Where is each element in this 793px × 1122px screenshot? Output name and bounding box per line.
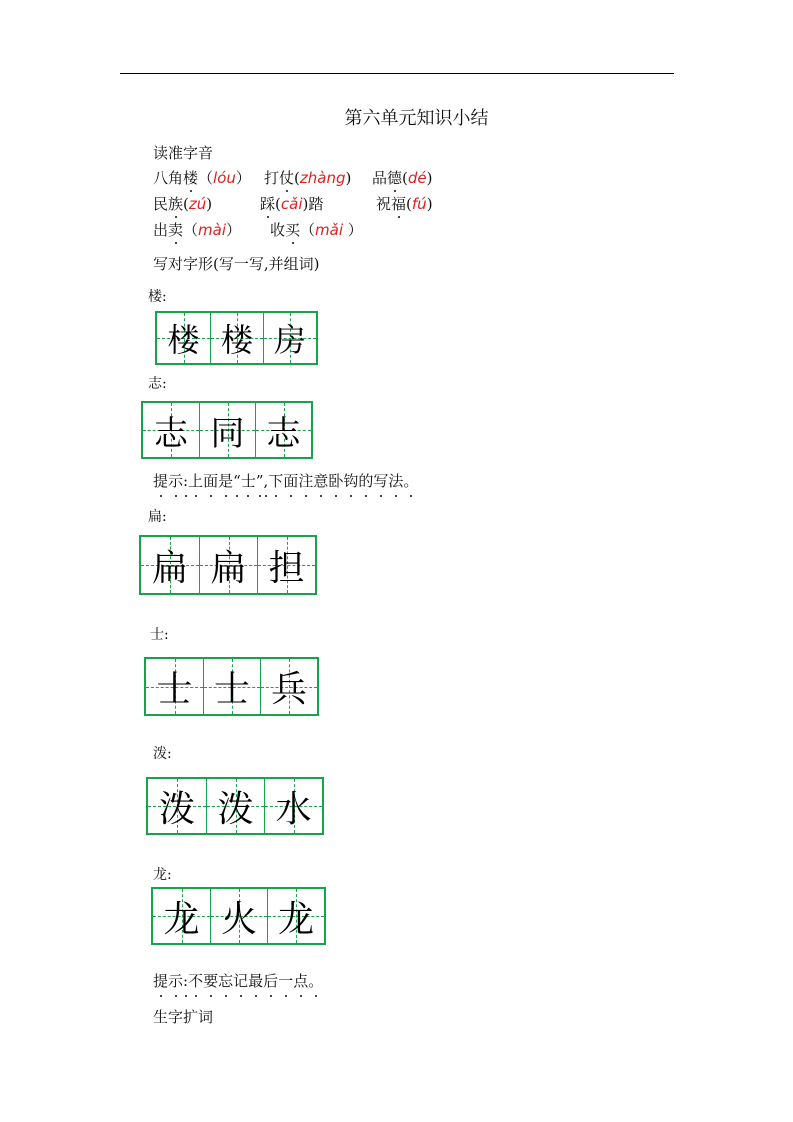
writing-grid bbox=[141, 401, 313, 459]
grid-cell: 兵 bbox=[260, 659, 317, 714]
grid-cell: 扁 bbox=[141, 537, 199, 593]
grid-label: 扁: bbox=[148, 509, 167, 525]
pinyin-item: 品德(dé) bbox=[372, 169, 433, 187]
pinyin-item: 祝福(fú) bbox=[376, 195, 433, 213]
grid-cell: 志 bbox=[143, 403, 199, 457]
writing-grid bbox=[146, 777, 324, 835]
writing-grid bbox=[144, 657, 319, 716]
grid-cell: 泼 bbox=[206, 779, 264, 833]
hint-text: 提示:不要忘记最后一点。 bbox=[153, 972, 324, 990]
header-rule bbox=[120, 73, 674, 74]
pinyin-item: 八角楼（lóu） bbox=[153, 169, 251, 187]
grid-cell: 龙 bbox=[267, 889, 324, 943]
grid-cell: 担 bbox=[257, 537, 315, 593]
grid-label: 士: bbox=[150, 627, 169, 643]
writing-grid bbox=[155, 311, 318, 365]
grid-cell: 泼 bbox=[148, 779, 206, 833]
grid-label: 龙: bbox=[153, 867, 172, 883]
grid-cell: 房 bbox=[263, 313, 316, 363]
grid-cell: 扁 bbox=[199, 537, 257, 593]
grid-label: 泼: bbox=[153, 746, 172, 762]
grid-label: 楼: bbox=[148, 289, 167, 305]
writing-grid bbox=[151, 887, 326, 945]
pinyin-item: 出卖（mài） bbox=[153, 221, 242, 239]
section-glyph-writing: 写对字形(写一写,并组词) bbox=[153, 255, 320, 273]
grid-label: 志: bbox=[148, 376, 167, 392]
page-title: 第六单元知识小结 bbox=[344, 108, 489, 129]
writing-grid bbox=[139, 535, 317, 595]
pinyin-item: 踩(cǎi)踏 bbox=[260, 195, 324, 213]
pinyin-item: 收买（mǎi ） bbox=[270, 221, 363, 239]
grid-cell: 士 bbox=[146, 659, 203, 714]
grid-cell: 同 bbox=[199, 403, 255, 457]
grid-cell: 火 bbox=[210, 889, 267, 943]
pinyin-item: 打仗(zhàng) bbox=[264, 169, 352, 187]
grid-cell: 楼 bbox=[157, 313, 210, 363]
section-pronunciation: 读准字音 bbox=[153, 144, 214, 162]
pinyin-item: 民族(zú) bbox=[153, 195, 213, 213]
section-word-expansion: 生字扩词 bbox=[153, 1008, 214, 1026]
grid-cell: 志 bbox=[255, 403, 311, 457]
grid-cell: 龙 bbox=[153, 889, 210, 943]
grid-cell: 楼 bbox=[210, 313, 263, 363]
hint-text: 提示:上面是“士”,下面注意卧钩的写法。 bbox=[153, 472, 419, 490]
grid-cell: 水 bbox=[264, 779, 322, 833]
grid-cell: 士 bbox=[203, 659, 260, 714]
